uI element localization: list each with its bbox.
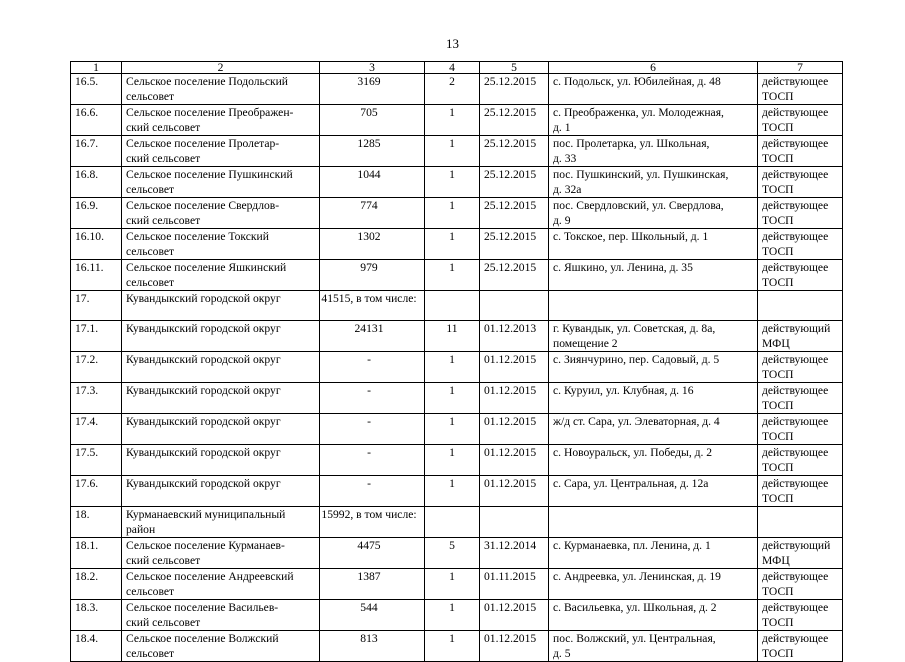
population-cell: 705 [320, 105, 425, 136]
municipality-name-cell: Сельское поселение Токский сельсовет [122, 229, 320, 260]
population-cell: 15992, в том числе: [320, 507, 425, 538]
status-cell: действующее ТОСП [758, 631, 843, 662]
status-cell: действующее ТОСП [758, 476, 843, 507]
opening-date-cell: 01.12.2015 [480, 352, 549, 383]
population-cell: 1044 [320, 167, 425, 198]
municipality-name-cell: Сельское поселение Васильев- ский сельсовет [122, 600, 320, 631]
row-number-cell: 17.3. [71, 383, 122, 414]
table-row [71, 105, 843, 136]
row-number-cell: 18.2. [71, 569, 122, 600]
status-cell: действующее ТОСП [758, 260, 843, 291]
municipality-name-cell: Кувандыкский городской округ [122, 321, 320, 352]
municipality-name-cell: Сельское поселение Преображен- ский сельсовет [122, 105, 320, 136]
row-number-cell: 16.11. [71, 260, 122, 291]
status-cell: действующий МФЦ [758, 321, 843, 352]
opening-date-cell: 01.12.2015 [480, 445, 549, 476]
address-cell: с. Андреевка, ул. Ленинская, д. 19 [549, 569, 758, 600]
municipality-name-cell: Кувандыкский городской округ [122, 352, 320, 383]
register-table [70, 61, 843, 662]
opening-date-cell: 01.12.2015 [480, 476, 549, 507]
status-cell: действующий МФЦ [758, 538, 843, 569]
row-number-cell: 16.9. [71, 198, 122, 229]
municipality-name-cell: Сельское поселение Волжский сельсовет [122, 631, 320, 662]
window-count-cell: 1 [425, 352, 480, 383]
table-row [71, 136, 843, 167]
row-number-cell: 18.3. [71, 600, 122, 631]
address-cell: с. Курманаевка, пл. Ленина, д. 1 [549, 538, 758, 569]
municipality-name-cell: Сельское поселение Свердлов- ский сельсовет [122, 198, 320, 229]
population-cell: - [320, 476, 425, 507]
window-count-cell: 5 [425, 538, 480, 569]
status-cell: действующее ТОСП [758, 352, 843, 383]
status-cell: действующее ТОСП [758, 600, 843, 631]
status-cell [758, 507, 843, 538]
address-cell: с. Подольск, ул. Юбилейная, д. 48 [549, 74, 758, 105]
address-cell: пос. Свердловский, ул. Свердлова, д. 9 [549, 198, 758, 229]
status-cell [758, 291, 843, 321]
window-count-cell: 1 [425, 198, 480, 229]
table-row [71, 538, 843, 569]
address-cell: пос. Волжский, ул. Центральная, д. 5 [549, 631, 758, 662]
header-cell: 7 [758, 62, 843, 74]
row-number-cell: 16.7. [71, 136, 122, 167]
table-row [71, 414, 843, 445]
table-row [71, 600, 843, 631]
window-count-cell: 1 [425, 631, 480, 662]
status-cell: действующее ТОСП [758, 74, 843, 105]
header-cell: 3 [320, 62, 425, 74]
status-cell: действующее ТОСП [758, 136, 843, 167]
window-count-cell: 11 [425, 321, 480, 352]
row-number-cell: 18.1. [71, 538, 122, 569]
window-count-cell: 1 [425, 569, 480, 600]
status-cell: действующее ТОСП [758, 569, 843, 600]
population-cell: 24131 [320, 321, 425, 352]
opening-date-cell: 31.12.2014 [480, 538, 549, 569]
address-cell: с. Зиянчурино, пер. Садовый, д. 5 [549, 352, 758, 383]
window-count-cell: 1 [425, 167, 480, 198]
municipality-name-cell: Кувандыкский городской округ [122, 383, 320, 414]
population-cell: 1387 [320, 569, 425, 600]
address-cell: с. Яшкино, ул. Ленина, д. 35 [549, 260, 758, 291]
table-row [71, 507, 843, 538]
window-count-cell [425, 291, 480, 321]
population-cell: 1302 [320, 229, 425, 260]
table-row [71, 260, 843, 291]
opening-date-cell: 25.12.2015 [480, 136, 549, 167]
population-cell: - [320, 445, 425, 476]
table-row [71, 229, 843, 260]
header-cell: 5 [480, 62, 549, 74]
opening-date-cell: 25.12.2015 [480, 167, 549, 198]
row-number-cell: 17.5. [71, 445, 122, 476]
row-number-cell: 17. [71, 291, 122, 321]
opening-date-cell [480, 507, 549, 538]
municipality-name-cell: Сельское поселение Курманаев- ский сельсовет [122, 538, 320, 569]
opening-date-cell: 01.12.2013 [480, 321, 549, 352]
opening-date-cell: 01.12.2015 [480, 631, 549, 662]
address-cell: с. Сара, ул. Центральная, д. 12а [549, 476, 758, 507]
population-cell: - [320, 383, 425, 414]
address-cell: г. Кувандык, ул. Советская, д. 8а, помещение 2 [549, 321, 758, 352]
municipality-name-cell: Сельское поселение Подольский сельсовет [122, 74, 320, 105]
window-count-cell [425, 507, 480, 538]
table-row [71, 321, 843, 352]
population-cell: 1285 [320, 136, 425, 167]
table-row [71, 383, 843, 414]
address-cell: с. Васильевка, ул. Школьная, д. 2 [549, 600, 758, 631]
opening-date-cell [480, 291, 549, 321]
row-number-cell: 17.1. [71, 321, 122, 352]
table-row [71, 167, 843, 198]
opening-date-cell: 25.12.2015 [480, 229, 549, 260]
window-count-cell: 1 [425, 600, 480, 631]
window-count-cell: 1 [425, 476, 480, 507]
opening-date-cell: 01.11.2015 [480, 569, 549, 600]
address-cell: с. Токское, пер. Школьный, д. 1 [549, 229, 758, 260]
header-cell: 2 [122, 62, 320, 74]
municipality-name-cell: Сельское поселение Яшкинский сельсовет [122, 260, 320, 291]
row-number-cell: 16.10. [71, 229, 122, 260]
population-cell: 813 [320, 631, 425, 662]
header-cell: 4 [425, 62, 480, 74]
population-cell: 979 [320, 260, 425, 291]
row-number-cell: 16.8. [71, 167, 122, 198]
status-cell: действующее ТОСП [758, 445, 843, 476]
row-number-cell: 18.4. [71, 631, 122, 662]
window-count-cell: 2 [425, 74, 480, 105]
municipality-name-cell: Курманаевский муниципальный район [122, 507, 320, 538]
population-cell: - [320, 414, 425, 445]
opening-date-cell: 25.12.2015 [480, 74, 549, 105]
header-cell: 1 [71, 62, 122, 74]
population-cell: 3169 [320, 74, 425, 105]
municipality-name-cell: Кувандыкский городской округ [122, 476, 320, 507]
table-row [71, 445, 843, 476]
address-cell: с. Куруил, ул. Клубная, д. 16 [549, 383, 758, 414]
table-header-row [71, 62, 843, 74]
status-cell: действующее ТОСП [758, 229, 843, 260]
table-row [71, 198, 843, 229]
table-row [71, 291, 843, 321]
population-cell: 4475 [320, 538, 425, 569]
address-cell: ж/д ст. Сара, ул. Элеваторная, д. 4 [549, 414, 758, 445]
window-count-cell: 1 [425, 414, 480, 445]
address-cell [549, 291, 758, 321]
opening-date-cell: 25.12.2015 [480, 105, 549, 136]
window-count-cell: 1 [425, 136, 480, 167]
address-cell [549, 507, 758, 538]
municipality-name-cell: Сельское поселение Пролетар- ский сельсовет [122, 136, 320, 167]
status-cell: действующее ТОСП [758, 167, 843, 198]
opening-date-cell: 01.12.2015 [480, 414, 549, 445]
municipality-name-cell: Сельское поселение Пушкинский сельсовет [122, 167, 320, 198]
population-cell: 774 [320, 198, 425, 229]
opening-date-cell: 25.12.2015 [480, 260, 549, 291]
page-number: 13 [446, 36, 459, 51]
table-row [71, 569, 843, 600]
header-cell: 6 [549, 62, 758, 74]
status-cell: действующее ТОСП [758, 198, 843, 229]
window-count-cell: 1 [425, 445, 480, 476]
population-cell: - [320, 352, 425, 383]
address-cell: с. Новоуральск, ул. Победы, д. 2 [549, 445, 758, 476]
table-row [71, 476, 843, 507]
window-count-cell: 1 [425, 260, 480, 291]
row-number-cell: 16.6. [71, 105, 122, 136]
row-number-cell: 18. [71, 507, 122, 538]
municipality-name-cell: Сельское поселение Андреевский сельсовет [122, 569, 320, 600]
status-cell: действующее ТОСП [758, 383, 843, 414]
opening-date-cell: 01.12.2015 [480, 600, 549, 631]
row-number-cell: 16.5. [71, 74, 122, 105]
population-cell: 41515, в том числе: [320, 291, 425, 321]
table-row [71, 631, 843, 662]
window-count-cell: 1 [425, 383, 480, 414]
window-count-cell: 1 [425, 105, 480, 136]
address-cell: пос. Пушкинский, ул. Пушкинская, д. 32а [549, 167, 758, 198]
status-cell: действующее ТОСП [758, 414, 843, 445]
opening-date-cell: 25.12.2015 [480, 198, 549, 229]
window-count-cell: 1 [425, 229, 480, 260]
row-number-cell: 17.2. [71, 352, 122, 383]
row-number-cell: 17.6. [71, 476, 122, 507]
address-cell: с. Преображенка, ул. Молодежная, д. 1 [549, 105, 758, 136]
table-row [71, 74, 843, 105]
address-cell: пос. Пролетарка, ул. Школьная, д. 33 [549, 136, 758, 167]
status-cell: действующее ТОСП [758, 105, 843, 136]
municipality-name-cell: Кувандыкский городской округ [122, 414, 320, 445]
row-number-cell: 17.4. [71, 414, 122, 445]
municipality-name-cell: Кувандыкский городской округ [122, 445, 320, 476]
table-row [71, 352, 843, 383]
population-cell: 544 [320, 600, 425, 631]
opening-date-cell: 01.12.2015 [480, 383, 549, 414]
municipality-name-cell: Кувандыкский городской округ [122, 291, 320, 321]
